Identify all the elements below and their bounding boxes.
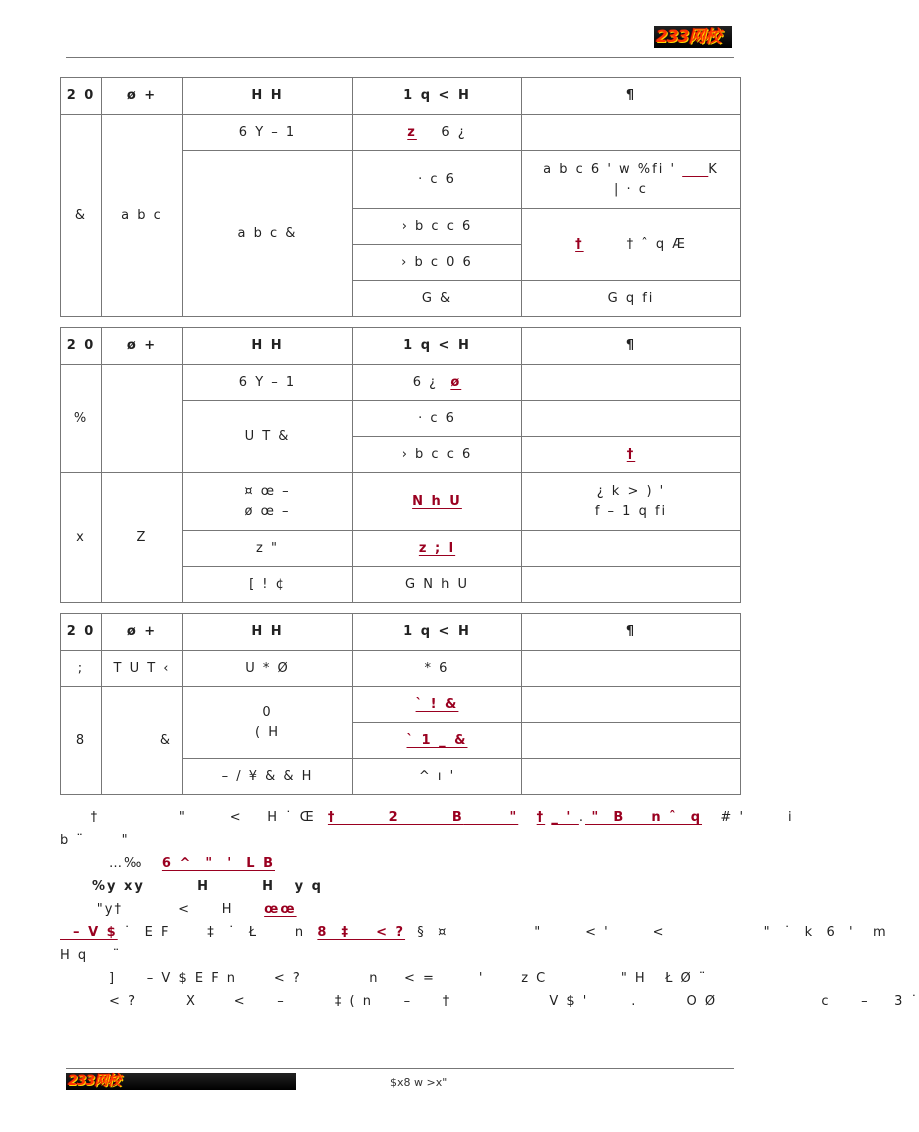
page-number: $x8 w >x" [390, 1076, 448, 1089]
table-row [61, 115, 741, 151]
link-text[interactable]: z ; l [418, 540, 456, 556]
cell: & [61, 115, 102, 317]
header-cell: ¶ [522, 614, 741, 651]
header-cell: H H [183, 78, 353, 115]
note-line [60, 921, 888, 944]
link-text[interactable]: N h U [412, 493, 462, 509]
cell-text: † ˆ q Æ [626, 236, 687, 252]
link-text[interactable]: 6 ^ " ' L B [161, 856, 275, 871]
header-cell: ¶ [522, 78, 741, 115]
header-cell: 2 0 [61, 328, 102, 365]
note-line: b ¨ " [60, 833, 130, 848]
cell: 6 Y – 1 [183, 365, 353, 401]
notes-section [60, 806, 919, 1013]
link-text[interactable]: ` 1 _ & [406, 732, 468, 748]
note-text: …‰ [60, 856, 162, 871]
cell: 6 Y – 1 [183, 115, 353, 151]
cell: Z [102, 473, 183, 603]
cell: U * Ø [183, 651, 353, 687]
cell: [ ! ¢ [183, 567, 353, 603]
cell-text: 0 [262, 704, 273, 720]
note-text: . [578, 810, 585, 825]
header-rule [66, 57, 734, 58]
link-text[interactable]: ø [450, 374, 462, 390]
cell: % [61, 365, 102, 473]
cell [522, 151, 741, 209]
header-cell: 2 0 [61, 614, 102, 651]
table-header-row [61, 328, 741, 365]
cell-text: | · c [614, 181, 648, 197]
cell [102, 365, 183, 473]
cell: a b c [102, 115, 183, 317]
note-text: "y† < H [60, 902, 265, 917]
cell [522, 115, 741, 151]
note-line [60, 898, 740, 921]
link-text[interactable]: † [536, 810, 546, 825]
header-cell: 2 0 [61, 78, 102, 115]
link-text[interactable]: z [407, 124, 417, 140]
cell [353, 687, 522, 723]
cell: a b c & [183, 151, 353, 317]
cell: › b c 0 6 [353, 245, 522, 281]
brand-logo: 233网校 [66, 1073, 296, 1090]
cell [522, 365, 741, 401]
header-cell: ø + [102, 614, 183, 651]
header-cell: 1 q < H [353, 614, 522, 651]
cell-text: ø œ – [244, 503, 291, 519]
cell: · c 6 [353, 401, 522, 437]
table-row [61, 365, 741, 401]
cell-text: ¤ œ – [244, 483, 291, 499]
cell: › b c c 6 [353, 437, 522, 473]
note-line: < ? X < – ‡ ( n – † V $ ' . O Ø c – 3 ˙ [60, 994, 919, 1009]
note-line: H q ¨ [60, 948, 122, 963]
cell: 8 [61, 687, 102, 795]
cell: ; [61, 651, 102, 687]
link-text[interactable]: † 2 B [327, 810, 464, 825]
cell-text: K [708, 161, 719, 177]
header-cell: 1 q < H [353, 78, 522, 115]
link-text[interactable]: † [575, 236, 584, 252]
cell [522, 531, 741, 567]
cell [353, 115, 522, 151]
note-line: ] – V $ E F n < ? n < = ' z C " H Ł Ø ¨ [60, 971, 708, 986]
cell [522, 687, 741, 723]
cell: x [61, 473, 102, 603]
cell: T U T ‹ [102, 651, 183, 687]
header-cell: H H [183, 614, 353, 651]
cell [183, 473, 353, 531]
cell [522, 473, 741, 531]
note-line [60, 806, 794, 829]
cell: z " [183, 531, 353, 567]
cell [522, 209, 741, 281]
link-text[interactable]: œœ [264, 902, 297, 917]
schedule-table-2 [60, 327, 741, 603]
cell: ^ ı ' [353, 759, 522, 795]
cell: › b c c 6 [353, 209, 522, 245]
cell: G & [353, 281, 522, 317]
note-text: # ' i [702, 810, 794, 825]
table-row [61, 473, 741, 531]
link-text[interactable]: 8 ‡ < ? [317, 925, 406, 940]
cell: G q fi [522, 281, 741, 317]
note-line [60, 852, 740, 875]
cell [522, 651, 741, 687]
cell [353, 473, 522, 531]
link-text[interactable]: " B n ˆ q [585, 810, 703, 825]
schedule-table-3 [60, 613, 741, 795]
footer-rule [66, 1068, 734, 1069]
cell-text: 6 ¿ [441, 124, 467, 140]
cell [353, 723, 522, 759]
note-text: § ¤ " < ' < " ˙ k 6 ' m [405, 925, 888, 940]
cell [522, 437, 741, 473]
link-text[interactable]: " [463, 810, 519, 825]
link-text[interactable]: ` ! & [415, 696, 459, 712]
cell: G N h U [353, 567, 522, 603]
link-text[interactable]: – V $ [60, 925, 118, 940]
brand-logo: 233网校 [654, 26, 732, 48]
link-text[interactable] [682, 162, 708, 177]
header-cell: 1 q < H [353, 328, 522, 365]
note-text: ˙ E F ‡ ˙ Ł n [117, 925, 318, 940]
cell-text: 6 ¿ [412, 374, 439, 390]
cell: * 6 [353, 651, 522, 687]
cell: U T & [183, 401, 353, 473]
note-line: %y xy H H y q [92, 879, 323, 894]
header-cell: ø + [102, 328, 183, 365]
cell: & [102, 687, 183, 795]
cell [353, 365, 522, 401]
table-header-row [61, 614, 741, 651]
schedule-table-1 [60, 77, 741, 317]
cell: – / ¥ & & H [183, 759, 353, 795]
cell-text: a b c 6 ' w %fi ' [543, 161, 683, 177]
cell: · c 6 [353, 151, 522, 209]
cell [522, 759, 741, 795]
link-text[interactable]: _ ' [551, 810, 579, 825]
cell [353, 531, 522, 567]
header-cell: ¶ [522, 328, 741, 365]
cell-text: f – 1 q fi [594, 503, 668, 519]
table-row [61, 651, 741, 687]
header-cell: H H [183, 328, 353, 365]
table-row [61, 687, 741, 723]
cell [522, 401, 741, 437]
cell-text: ( H [255, 724, 280, 740]
link-text[interactable]: † [626, 446, 636, 462]
cell [522, 567, 741, 603]
table-header-row [61, 78, 741, 115]
cell [522, 723, 741, 759]
cell-text: ¿ k > ) ' [596, 483, 666, 499]
note-text: † " < H ˙ Œ [60, 810, 328, 825]
header-cell: ø + [102, 78, 183, 115]
cell [183, 687, 353, 759]
